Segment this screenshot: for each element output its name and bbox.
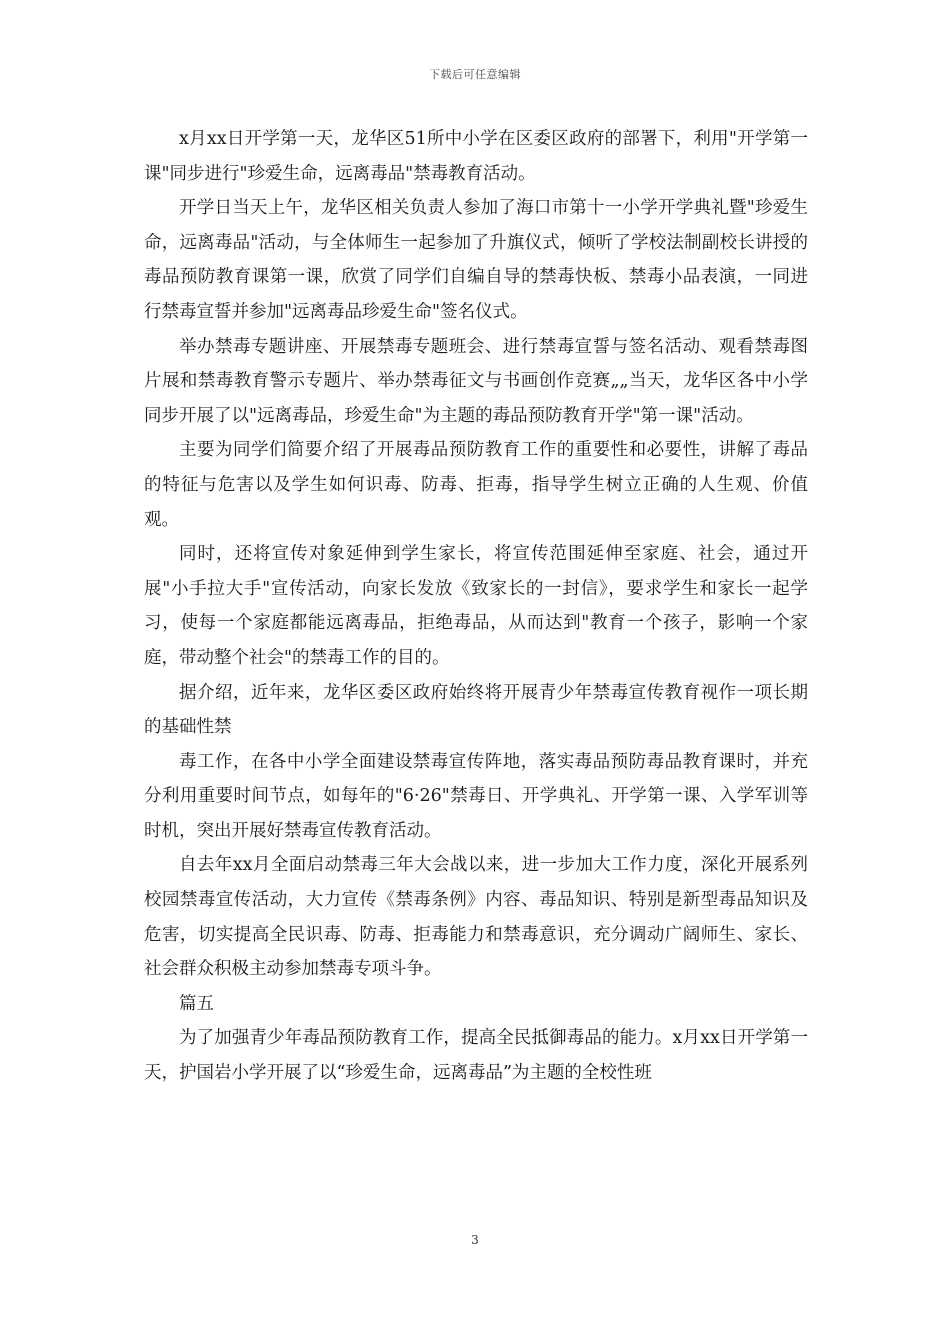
page-header: 下载后可任意编辑 [429, 68, 521, 81]
paragraph: x月xx日开学第一天，龙华区51所中小学在区委区政府的部署下，利用"开学第一课"同步进行"珍爱生命，远离毒品"禁毒教育活动。 [144, 129, 808, 184]
paragraph: 主要为同学们简要介绍了开展毒品预防教育工作的重要性和必要性，讲解了毒品的特征与危害以及学生如何识毒、防毒、拒毒，指导学生树立正确的人生观、价值观。 [144, 440, 808, 530]
document-body [144, 122, 808, 1091]
paragraph: 同时，还将宣传对象延伸到学生家长，将宣传范围延伸至家庭、社会，通过开展"小手拉大手"宣传活动，向家长发放《致家长的一封信》，要求学生和家长一起学习，使每一个家庭都能远离毒品，拒绝毒品，从而达到"教育一个孩子，影响一个家庭，带动整个社会"的禁毒工作的目的。 [144, 544, 808, 668]
paragraph: 据介绍，近年来，龙华区委区政府始终将开展青少年禁毒宣传教育视作一项长期的基础性禁 [144, 682, 808, 738]
section-heading: 篇五 [179, 993, 214, 1014]
paragraph: 开学日当天上午，龙华区相关负责人参加了海口市第十一小学开学典礼暨"珍爱生命，远离毒品"活动，与全体师生一起参加了升旗仪式，倾听了学校法制副校长讲授的毒品预防教育课第一课，欣赏了同学们自编自导的禁毒快板、禁毒小品表演，一同进行禁毒宣誓并参加"远离毒品珍爱生命"签名仪式。 [144, 198, 808, 322]
paragraph: 为了加强青少年毒品预防教育工作，提高全民抵御毒品的能力。x月xx日开学第一天，护国岩小学开展了以“珍爱生命，远离毒品”为主题的全校性班 [144, 1028, 808, 1084]
page-number: 3 [471, 1233, 479, 1247]
paragraph: 自去年xx月全面启动禁毒三年大会战以来，进一步加大工作力度，深化开展系列校园禁毒宣传活动，大力宣传《禁毒条例》内容、毒品知识、特别是新型毒品知识及危害，切实提高全民识毒、防毒、拒毒能力和禁毒意识，充分调动广阔师生、家长、社会群众积极主动参加禁毒专项斗争。 [144, 855, 808, 980]
paragraph: 毒工作，在各中小学全面建设禁毒宣传阵地，落实毒品预防毒品教育课时，并充分利用重要时间节点，如每年的"6·26"禁毒日、开学典礼、开学第一课、入学军训等时机，突出开展好禁毒宣传教育活动。 [144, 751, 808, 841]
paragraph: 举办禁毒专题讲座、开展禁毒专题班会、进行禁毒宣誓与签名活动、观看禁毒图片展和禁毒教育警示专题片、举办禁毒征文与书画创作竞赛„„当天，龙华区各中小学同步开展了以"远离毒品，珍爱生命"为主题的毒品预防教育开学"第一课"活动。 [144, 336, 808, 426]
